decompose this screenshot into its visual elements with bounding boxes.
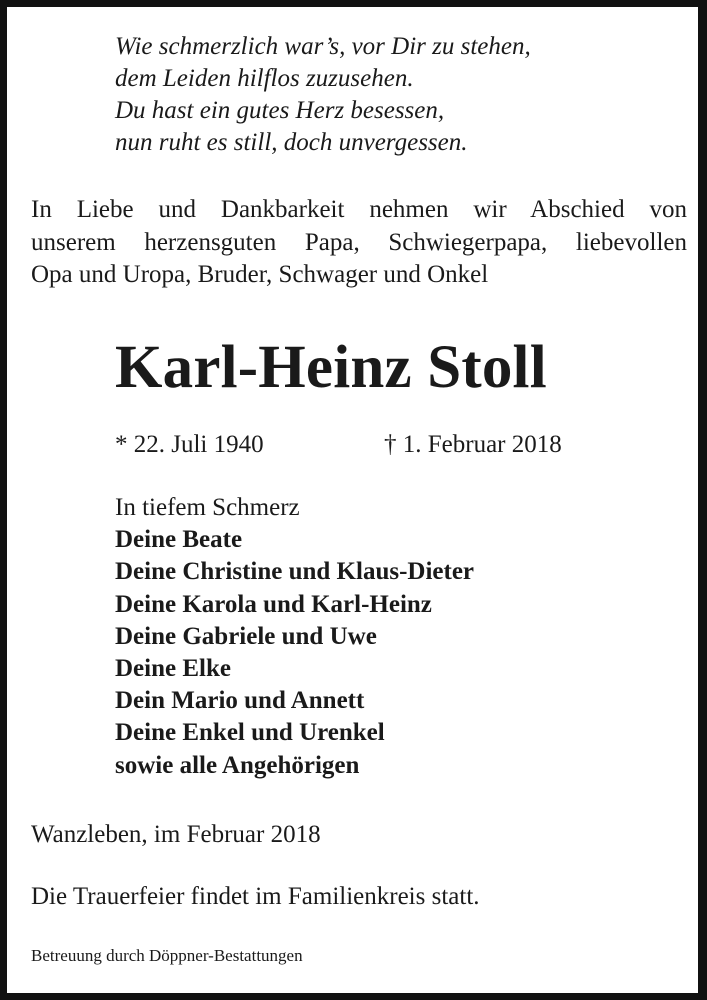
poem-line: Wie schmerzlich war’s, vor Dir zu stehen, xyxy=(115,33,531,60)
intro-line: In Liebe und Dankbarkeit nehmen wir Abschied von xyxy=(31,196,687,223)
mourner-entry: Deine Gabriele und Uwe xyxy=(115,622,377,650)
mourner-entry: Deine Enkel und Urenkel xyxy=(115,719,385,747)
mourner-entry: Deine Beate xyxy=(115,526,243,554)
mourner-entry: Deine Elke xyxy=(115,655,231,683)
deceased-name: Karl-Heinz Stoll xyxy=(115,334,547,401)
mourner-entry: Dein Mario und Annett xyxy=(115,687,365,715)
funeral-note: Die Trauerfeier findet im Familienkreis statt. xyxy=(31,883,480,910)
mourning-intro: In tiefem Schmerz xyxy=(115,494,300,521)
place-date: Wanzleben, im Februar 2018 xyxy=(31,821,321,848)
poem-line: Du hast ein gutes Herz besessen, xyxy=(115,97,445,124)
death-date: † 1. Februar 2018 xyxy=(384,431,562,458)
mourner-entry: Deine Karola und Karl-Heinz xyxy=(115,590,432,618)
poem-line: nun ruht es still, doch unvergessen. xyxy=(115,129,468,156)
mourner-entry: Deine Christine und Klaus-Dieter xyxy=(115,558,475,586)
mourner-entry: sowie alle Angehörigen xyxy=(115,751,360,779)
intro-line: Opa und Uropa, Bruder, Schwager und Onkel xyxy=(31,261,489,288)
funeral-home-note: Betreuung durch Döppner-Bestattungen xyxy=(31,946,303,965)
birth-date: * 22. Juli 1940 xyxy=(115,431,264,458)
poem-line: dem Leiden hilflos zuzusehen. xyxy=(115,65,414,92)
intro-text xyxy=(31,194,687,292)
poem xyxy=(115,31,531,159)
mourners-list xyxy=(115,492,474,782)
intro-line: unserem herzensguten Papa, Schwiegerpapa, liebevollen xyxy=(31,228,687,256)
